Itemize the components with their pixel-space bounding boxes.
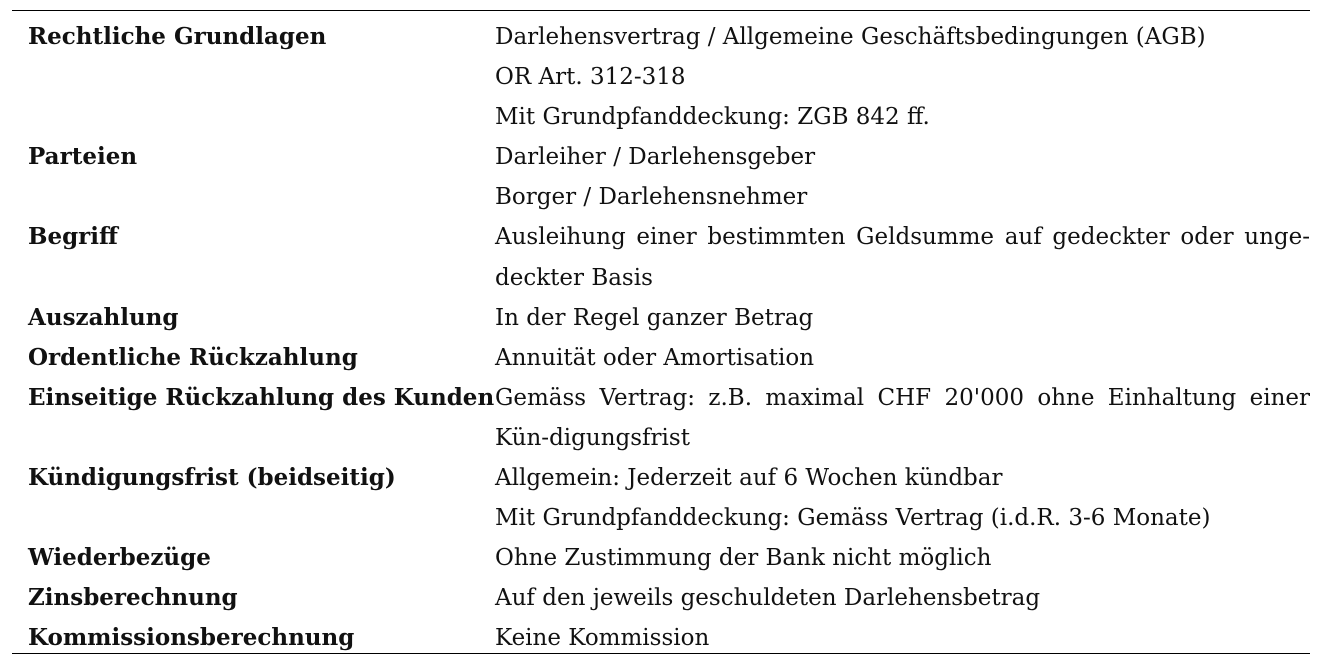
- value-line: Darlehensvertrag / Allgemeine Geschäftsbedingungen (AGB): [495, 24, 1206, 50]
- row-value: [495, 378, 1310, 458]
- row-value: [495, 217, 1310, 297]
- row-label: Rechtliche Grundlagen: [28, 23, 327, 50]
- value-paragraph: Ausleihung einer bestimmten Geldsumme auf gedeckter oder unge-deckter Basis: [495, 224, 1310, 291]
- value-line: Mit Grundpfanddeckung: Gemäss Vertrag (i.d.R. 3-6 Monate): [495, 505, 1211, 532]
- row-label: Kündigungsfrist (beidseitig): [28, 464, 396, 492]
- value-paragraph: Gemäss Vertrag: z.B. maximal CHF 20'000 ohne Einhaltung einer Kün-digungsfrist: [495, 384, 1310, 451]
- row-label: Ordentliche Rückzahlung: [28, 343, 358, 371]
- table-row: [12, 17, 1310, 137]
- row-value: [495, 338, 1310, 378]
- loan-terms-table: [12, 17, 1310, 659]
- row-value: [495, 298, 1310, 338]
- table-row: [12, 578, 1310, 618]
- value-line: Borger / Darlehensnehmer: [495, 184, 808, 211]
- loan-terms-sheet: [12, 10, 1310, 654]
- row-value: [495, 137, 1310, 217]
- table-row: [12, 618, 1310, 658]
- row-label: Begriff: [28, 223, 118, 251]
- value-line: Annuität oder Amortisation: [495, 344, 815, 371]
- row-value: [495, 458, 1310, 538]
- value-line: Mit Grundpfanddeckung: ZGB 842 ff.: [495, 104, 930, 131]
- value-line: OR Art. 312-318: [495, 64, 686, 91]
- table-row: [12, 137, 1310, 217]
- table-row: [12, 298, 1310, 338]
- value-line: Keine Kommission: [495, 625, 710, 652]
- row-label: Zinsberechnung: [28, 584, 238, 612]
- row-value: [495, 618, 1310, 658]
- row-value: [495, 17, 1310, 137]
- row-value: [495, 538, 1310, 578]
- value-line: In der Regel ganzer Betrag: [495, 304, 814, 331]
- row-label: Wiederbezüge: [28, 544, 211, 572]
- row-label: Parteien: [28, 143, 138, 171]
- row-label: Einseitige Rückzahlung des Kunden: [28, 383, 495, 411]
- row-label: Auszahlung: [28, 303, 179, 331]
- table-row: [12, 338, 1310, 378]
- value-line: Darleiher / Darlehensgeber: [495, 144, 816, 171]
- row-value: [495, 578, 1310, 618]
- table-row: [12, 217, 1310, 297]
- table-row: [12, 458, 1310, 538]
- value-line: Allgemein: Jederzeit auf 6 Wochen kündbar: [495, 465, 1003, 492]
- row-label: Kommissionsberechnung: [28, 624, 355, 652]
- value-line: Auf den jeweils geschuldeten Darlehensbetrag: [495, 585, 1041, 612]
- value-line: Ohne Zustimmung der Bank nicht möglich: [495, 545, 992, 572]
- table-row: [12, 378, 1310, 458]
- table-row: [12, 538, 1310, 578]
